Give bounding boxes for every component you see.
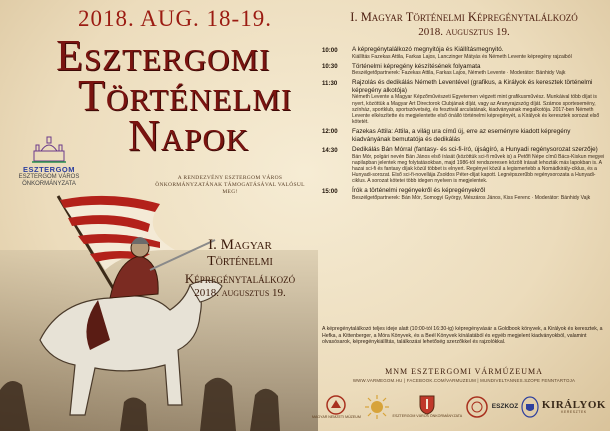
kiralyok-logo-sub: KERESZTEK bbox=[561, 410, 587, 415]
program-title: I. Magyar Történelmi Képregénytalálkozó bbox=[350, 10, 578, 24]
crest-logo bbox=[521, 396, 539, 418]
slot-details: Beszélgetőpartnerek: Bán Mór, Somogyi György, Mészáros János, Kiss Ferenc · Moderátor: Bánhidy Vajk bbox=[352, 194, 591, 201]
slot-time: 14:30 bbox=[322, 146, 338, 154]
badge-line-4: 2018. augusztus 19. bbox=[194, 287, 286, 300]
program-heading bbox=[322, 10, 606, 38]
program-column bbox=[312, 0, 606, 431]
slot-time: 11:30 bbox=[322, 79, 338, 87]
slot-time: 10:30 bbox=[322, 63, 338, 71]
schedule-item bbox=[322, 79, 606, 125]
slot-title: Írók a történelmi regényekről és képregényekről bbox=[352, 187, 486, 195]
slot-details: Bán Mór, polgári nevén Bán János első írását (közöttük sci-fi művek is) a Petőfi Népe című Bács-Kiskun megyei napilapban jelentek meg folytatásokban, majd 1986-tól rendszeresen közölt írásait lehozták más lapokban is. A hazai sci-fi és fantasy díjak közül többet is elnyert. Regényei közül a legismertebb a Nomádkirály-ciklus, és a Hunyadi-sorozat. Első sci-fi-novellája Zsoldos Péter-díjat kapott. Legnépszerűbb regénysorozata a Hunyadi-ciklus. A sorozat kötetei több idegen nyelven is megjelentek. bbox=[352, 153, 605, 185]
poster-title-line-3: Napok bbox=[128, 111, 250, 160]
schedule-item bbox=[322, 146, 606, 184]
slot-details: Kiállítás Fazekas Attila, Farkas Lajos, Lanczinger Mátyás és Németh Levente képregény rajzaiból bbox=[352, 53, 572, 60]
slot-title: Történelmi képregény készítésének folyamata bbox=[352, 62, 481, 70]
program-date: 2018. augusztus 19. bbox=[418, 26, 510, 38]
city-logo-word: ESZTERGOM bbox=[22, 165, 75, 174]
coat-of-arms-logo bbox=[393, 395, 463, 419]
web-links[interactable]: WWW.VARMEGOM.HU | FACEBOOK.COM/VARMUZEUM | MUNDIVELTANNES.SZOPE FENNTARTOJA bbox=[352, 378, 576, 383]
badge-line-1: I. Magyar bbox=[208, 237, 272, 253]
mnm-logo bbox=[312, 394, 361, 420]
slot-title: A képregénytalálkozó megnyitója és Kiállításmegnyitó. bbox=[352, 46, 504, 53]
schedule-item bbox=[322, 128, 606, 143]
slot-time: 12:00 bbox=[322, 128, 338, 136]
coat-of-arms-text: ESZTERGOM VÁROS ÖNKORMÁNYZATA bbox=[392, 414, 463, 419]
schedule-item bbox=[322, 187, 606, 201]
circle-seal-logo bbox=[465, 395, 489, 419]
poster-title-line-1: Esztergomi bbox=[56, 31, 271, 80]
slot-time: 10:00 bbox=[322, 46, 338, 54]
esztergom-city-logo bbox=[14, 135, 84, 188]
support-notice: A RENDEZVÉNY ESZTERGOM VÁROS ÖNKORMÁNYZATÁNAK TÁMOGATÁSÁVAL VALÓSUL MEG! bbox=[155, 175, 305, 196]
eszkoz-logo bbox=[492, 403, 518, 410]
badge-line-2: Történelmi bbox=[207, 254, 273, 269]
slot-title: Dedikálás Bán Mórral (fantasy- és sci-fi-író, újságíró, a Hunyadi regénysorozat szerzője) bbox=[352, 146, 598, 154]
slot-title: Rajzolás és dedikálás Németh Leventével (grafikus, a Királyok és keresztek történelmi képregény alkotója) bbox=[352, 79, 593, 94]
slot-time: 15:00 bbox=[322, 187, 338, 195]
slot-details: Németh Levente a Magyar Képzőművészeti Egyetemen végzett mint grafikusművész. Munkáival több díjat is nyert, közöttük a Magyar Art Directorok Clubjának díját, vagy az Aranyrajzszög díját. Számos sportesemény, színház, sportklub, sportszövetség, és fesztivál arculatának, kiadványainak megalkotója. 2017-ben Németh Levente elkészítette és megjelentette első önálló történelmi képregényét, a Királyok és keresztek sorozat első kötetét. bbox=[352, 94, 600, 125]
sponsor-logos bbox=[312, 387, 606, 427]
slot-details: Beszélgetőpartnerek: Fazekas Attila, Farkas Lajos, Németh Levente · Moderátor: Bánhidy Vajk bbox=[352, 70, 566, 77]
sun-logo bbox=[364, 394, 390, 420]
mnm-logo-text: MAGYAR NEMZETI MÚZEUM bbox=[312, 415, 361, 420]
poster-title-line-2: Történelmi bbox=[78, 71, 293, 120]
event-badge bbox=[170, 236, 310, 301]
schedule-item bbox=[322, 46, 606, 60]
badge-line-3: Képregénytalálkozó bbox=[184, 270, 296, 286]
kiralyok-logo-text: KIRÁLYOK bbox=[541, 399, 606, 412]
city-logo-name: ESZTERGOM VÁROS ÖNKORMÁNYZATA bbox=[18, 174, 80, 188]
program-footnote: A képregénytalálkozó teljes ideje alatt (10:00-tól 16:30-ig) képregényvásár a Goldbook könyvek, a Királyok és keresztek, a Hefka, a Kittenberger, a Móra Könyvek, és a Beél Könyvek kínálatából és egyéb megjelent kiadványokból, valamint olvasósarok, képregénykiállítás, találkozási lehetőség szerzőkkel és rajzolókkal. bbox=[322, 326, 603, 345]
schedule-list bbox=[322, 46, 606, 204]
event-date: 2018. AUG. 18-19. bbox=[78, 6, 272, 31]
slot-title: Fazekas Attila: Attila, a világ ura című új, erre az eseményre kiadott képregény kiadványának bemutatója és dedikálás bbox=[352, 127, 571, 143]
basilica-icon bbox=[30, 135, 68, 165]
schedule-item bbox=[322, 63, 606, 77]
kiralyok-logo bbox=[542, 399, 606, 415]
knight-illustration bbox=[0, 190, 318, 431]
eszkoz-logo-text: ESZKOZ bbox=[491, 403, 519, 411]
museum-name: MNM ESZTERGOMI VÁRMÚZEUMA bbox=[385, 367, 543, 376]
